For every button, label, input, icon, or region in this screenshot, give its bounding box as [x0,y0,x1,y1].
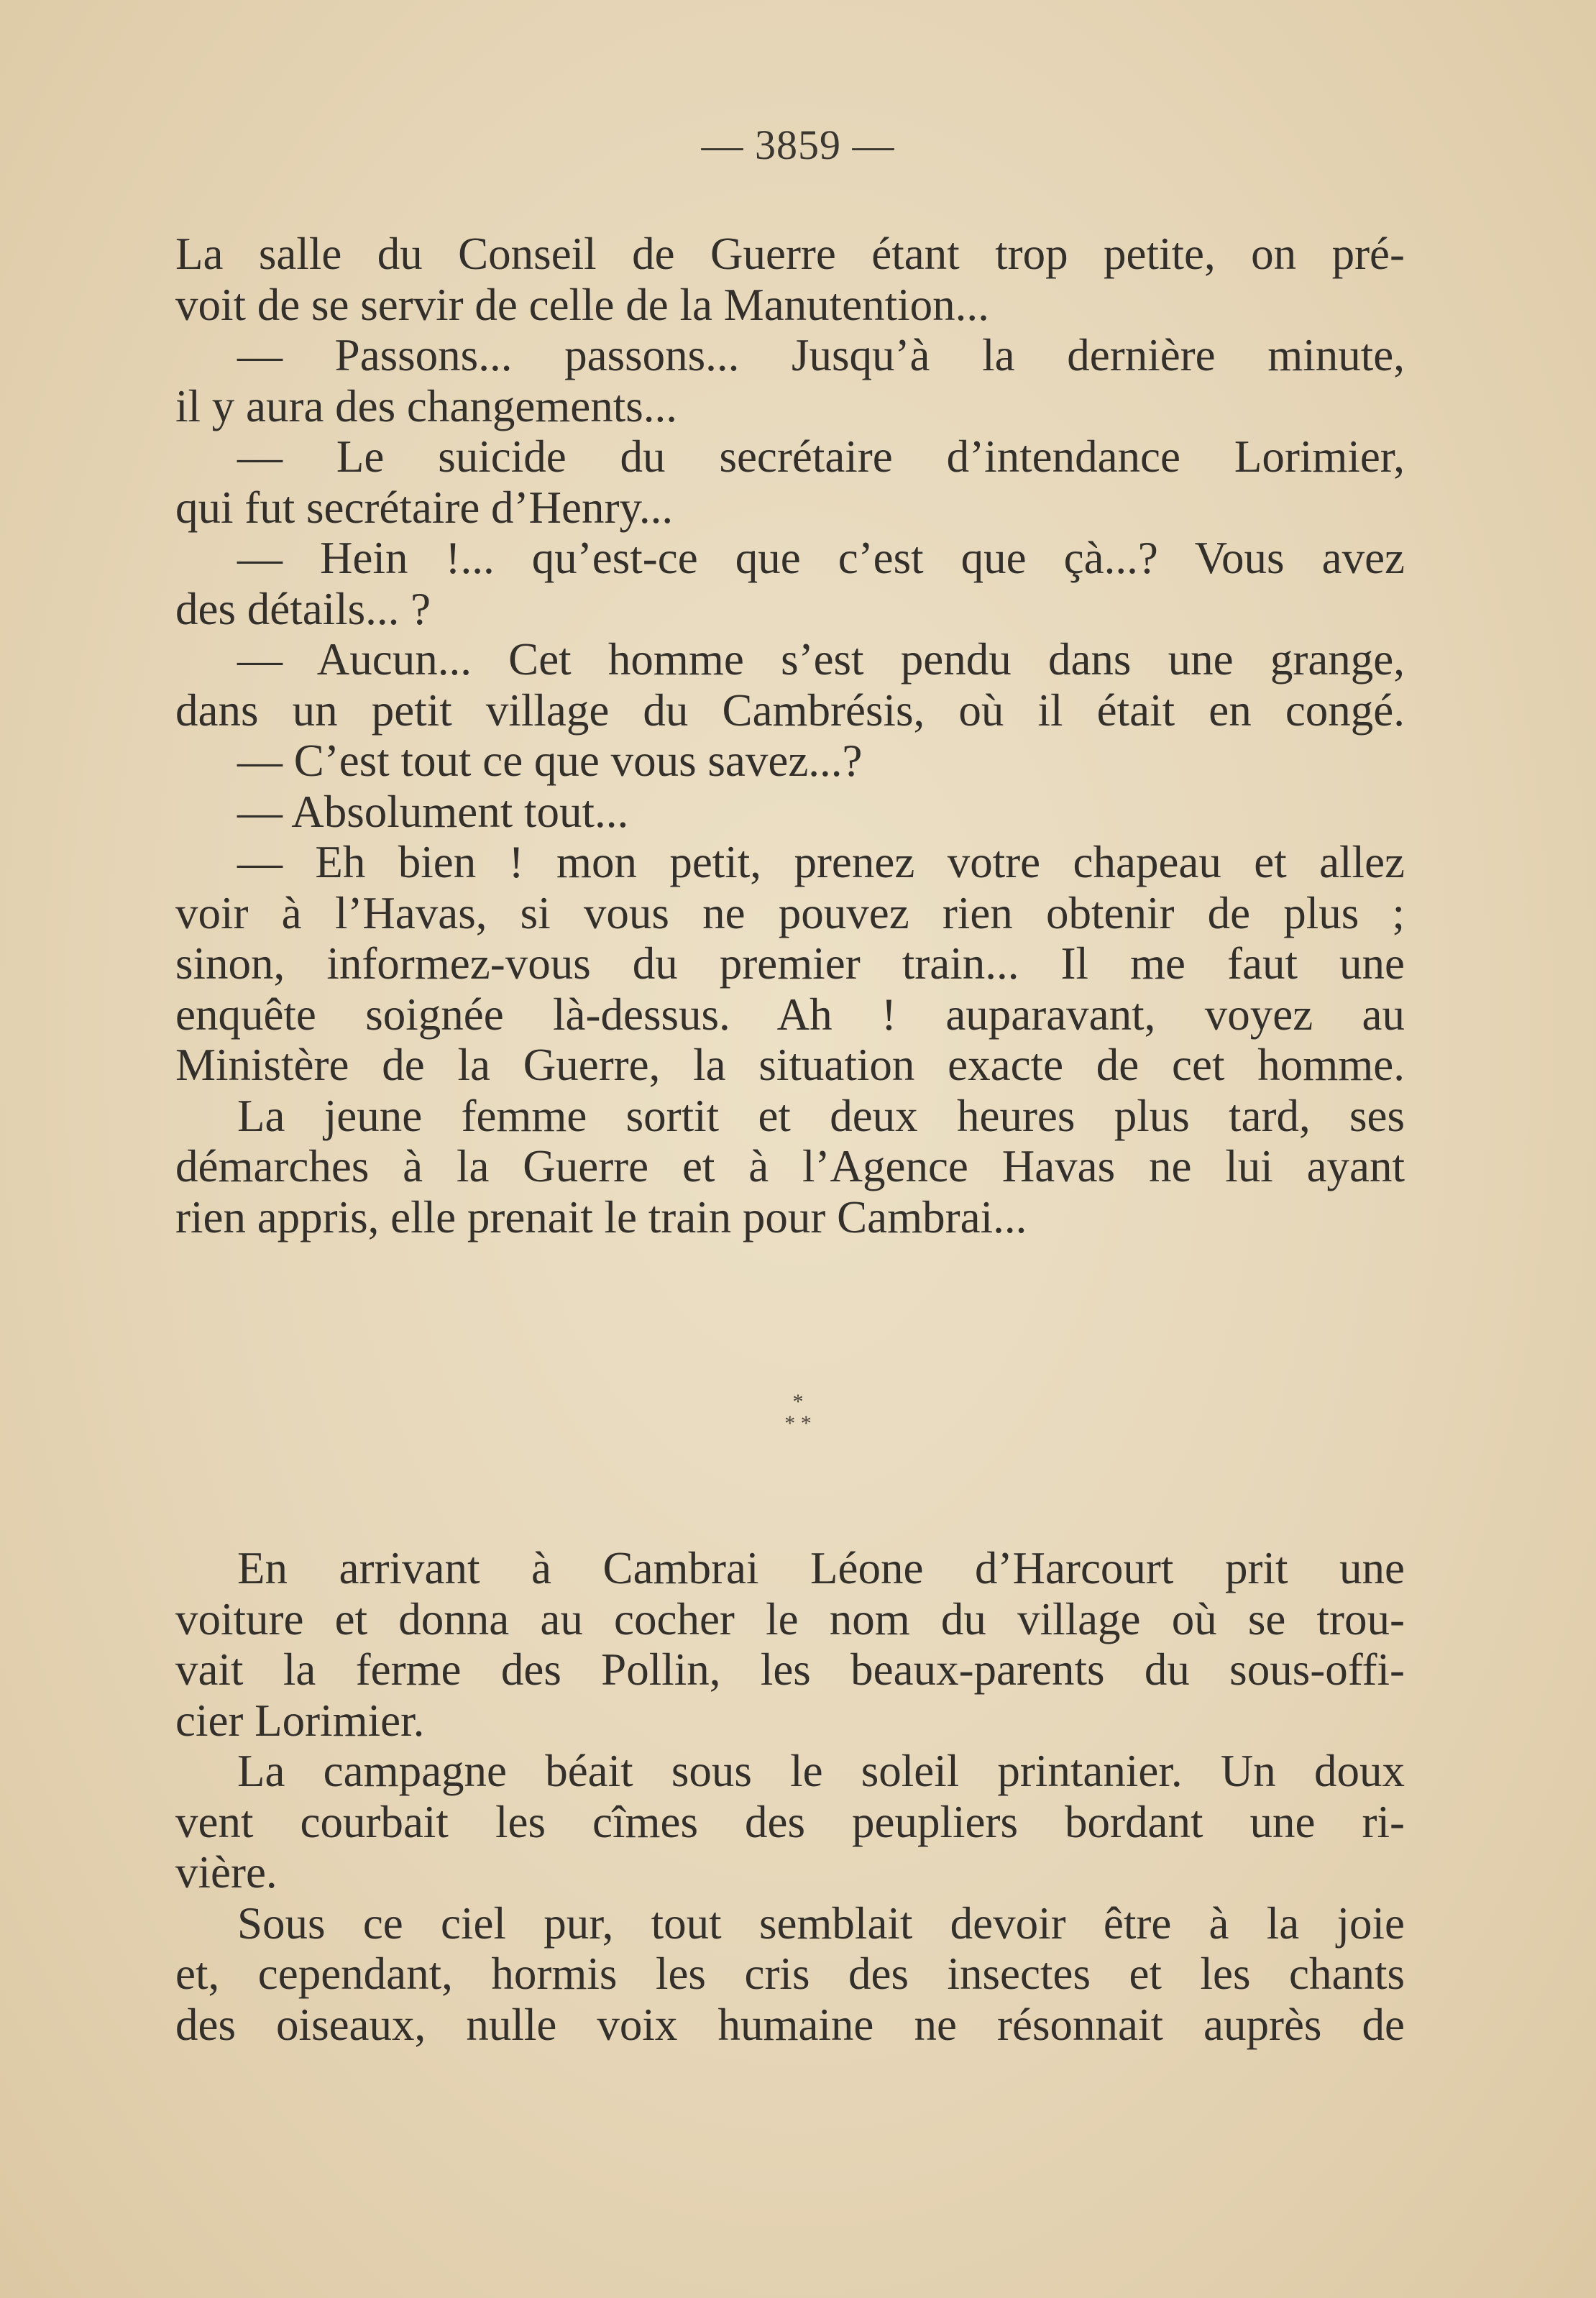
text-line: — Eh bien ! mon petit, prenez votre chapeau et allez [237,837,1405,887]
text-line: — Aucun... Cet homme s’est pendu dans une grange, [237,634,1405,685]
text-line: il y aura des changements... [175,380,678,431]
text-line: Sous ce ciel pur, tout semblait devoir être à la joie [237,1898,1405,1949]
text-line: — Passons... passons... Jusqu’à la dernière minute, [237,330,1405,380]
text-line: voir à l’Havas, si vous ne pouvez rien obtenir de plus ; [175,887,1405,938]
text-line: cier Lorimier. [175,1695,425,1746]
text-section-two [175,1543,1405,2050]
page-number: — 3859 — [701,122,895,168]
text-line: Ministère de la Guerre, la situation exacte de cet homme. [175,1040,1405,1090]
text-section-one [175,229,1405,1242]
text-line: — C’est tout ce que vous savez...? [237,736,863,786]
text-line: rien appris, elle prenait le train pour Cambrai... [175,1191,1027,1242]
text-line: En arrivant à Cambrai Léone d’Harcourt prit une [237,1543,1405,1593]
text-line: démarches à la Guerre et à l’Agence Havas ne lui ayant [175,1141,1405,1191]
asterism-bottom: * * [784,1411,812,1435]
text-line: La campagne béait sous le soleil printanier. Un doux [237,1746,1405,1796]
text-line: — Absolument tout... [237,786,629,837]
text-line: et, cependant, hormis les cris des insectes et les chants [175,1949,1405,1999]
text-line: des détails... ? [175,583,431,634]
text-line: voiture et donna au cocher le nom du village où se trou- [175,1593,1405,1644]
text-line: voit de se servir de celle de la Manutention... [175,279,989,330]
asterism-top: * [792,1390,804,1414]
text-line: enquête soignée là-dessus. Ah ! auparavant, voyez au [175,989,1405,1040]
text-line: — Le suicide du secrétaire d’intendance Lorimier, [237,431,1405,482]
text-line: des oiseaux, nulle voix humaine ne résonnait auprès de [175,1999,1405,2050]
text-line: — Hein !... qu’est-ce que c’est que çà...? Vous avez [237,533,1405,583]
text-line: La jeune femme sortit et deux heures plus tard, ses [237,1090,1405,1141]
text-line: dans un petit village du Cambrésis, où il était en congé. [175,685,1405,736]
text-line: sinon, informez-vous du premier train... Il me faut une [175,938,1405,989]
text-line: vait la ferme des Pollin, les beaux-parents du sous-offi- [175,1644,1405,1695]
text-line: La salle du Conseil de Guerre étant trop petite, on pré- [175,229,1405,279]
text-line: vent courbait les cîmes des peupliers bordant une ri- [175,1796,1405,1847]
text-line: qui fut secrétaire d’Henry... [175,482,674,533]
section-separator-asterism [0,1391,1596,1434]
text-line: vière. [175,1847,278,1898]
